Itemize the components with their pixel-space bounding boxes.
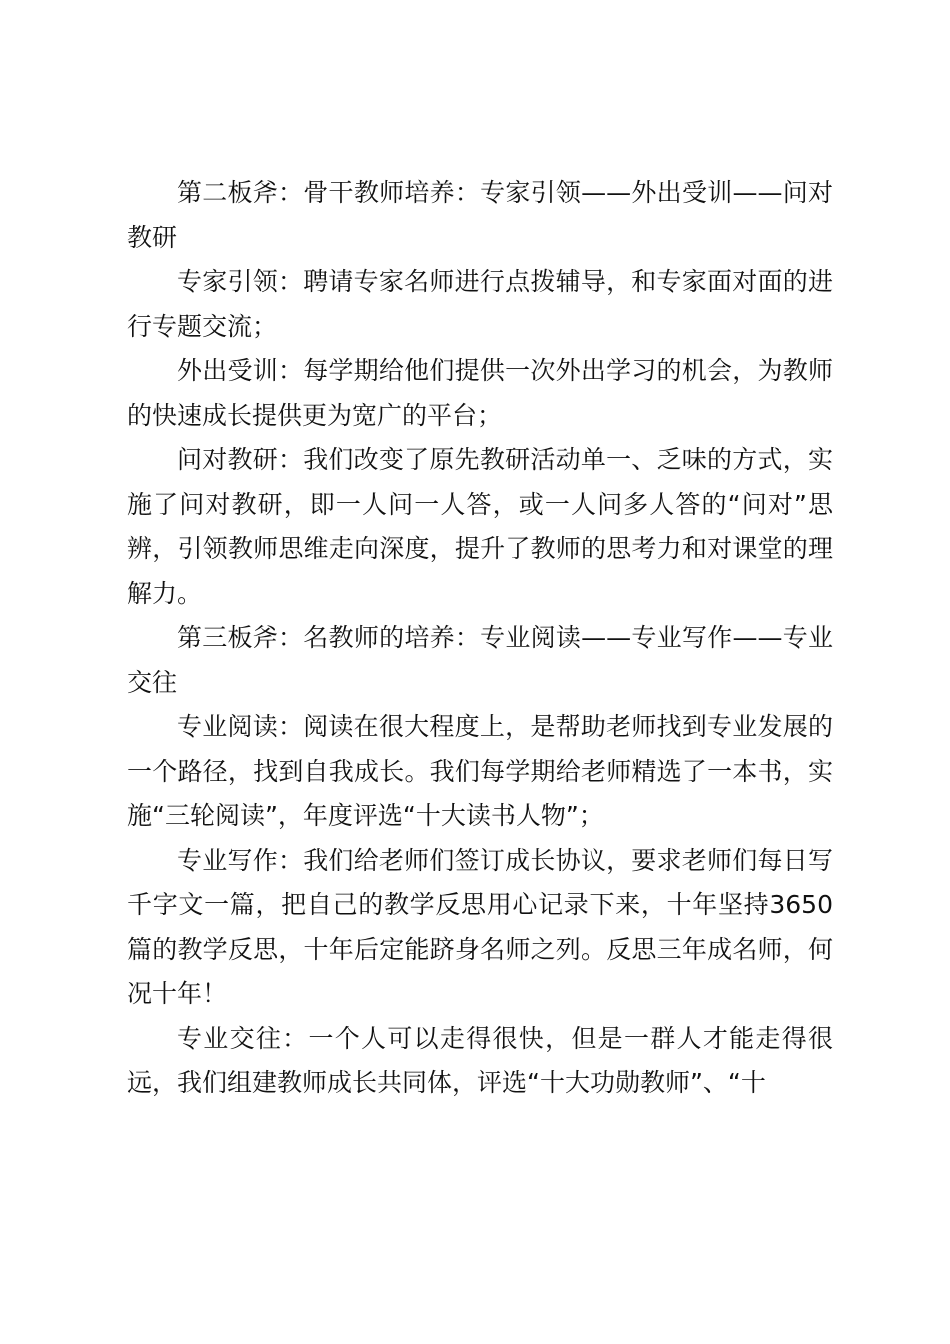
paragraph-professional-reading: 专业阅读：阅读在很大程度上，是帮助老师找到专业发展的一个路径，找到自我成长。我们每学期给老师精选了一本书，实施“三轮阅读”，年度评选“十大读书人物”； <box>127 712 833 830</box>
paragraph-dialogue-research: 问对教研：我们改变了原先教研活动单一、乏味的方式，实施了问对教研，即一人问一人答，或一人问多人答的“问对”思辨，引领教师思维走向深度，提升了教师的思考力和对课堂的理解力。 <box>127 445 833 608</box>
document-body <box>127 171 833 1106</box>
paragraph-expert-guidance: 专家引领：聘请专家名师进行点拨辅导，和专家面对面的进行专题交流； <box>127 267 833 341</box>
paragraph-backbone-teacher-heading: 第二板斧：骨干教师培养：专家引领——外出受训——问对教研 <box>127 178 833 252</box>
paragraph-external-training: 外出受训：每学期给他们提供一次外出学习的机会，为教师的快速成长提供更为宽广的平台； <box>127 356 833 430</box>
paragraph-professional-interaction: 专业交往：一个人可以走得很快，但是一群人才能走得很远，我们组建教师成长共同体，评选“十大功勋教师”、“十 <box>127 1023 833 1097</box>
paragraph-famous-teacher-heading: 第三板斧：名教师的培养：专业阅读——专业写作——专业交往 <box>127 623 833 697</box>
paragraph-professional-writing: 专业写作：我们给老师们签订成长协议，要求老师们每日写千字文一篇，把自己的教学反思用心记录下来，十年坚持3650 篇的教学反思，十年后定能跻身名师之列。反思三年成名师，何况十年！ <box>127 845 833 1008</box>
